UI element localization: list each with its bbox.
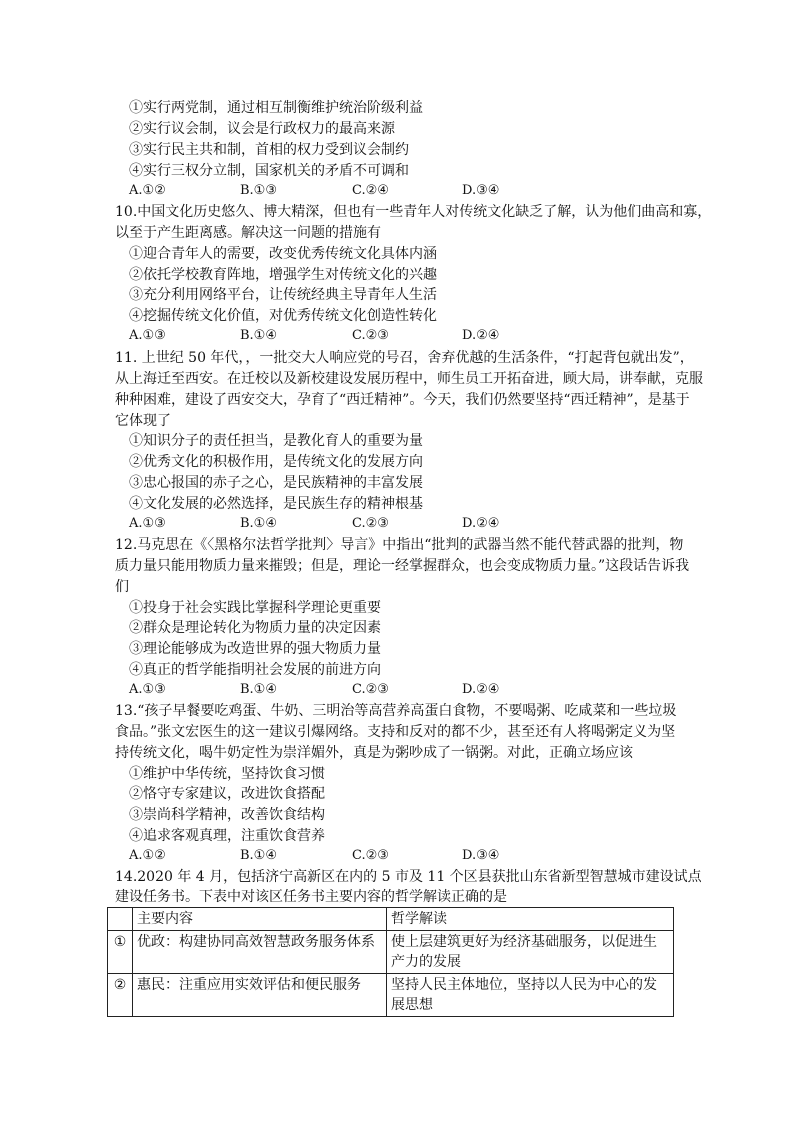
q13-choice-c: C.②③	[352, 848, 389, 863]
q11-choice-d: D.②④	[462, 516, 500, 531]
q11-stem-line-1: 11. 上世纪 50 年代，，一批交大人响应党的号召，舍弃优越的生活条件，“打起背包就出发”，	[115, 350, 694, 366]
q13-choice-a: A.①②	[129, 848, 166, 863]
q11-choice-b: B.①④	[240, 516, 277, 531]
q9-option-3: ③实行民主共和制，首相的权力受到议会制约	[129, 142, 409, 158]
q14-stem-line-2: 建设任务书。下表中对该区任务书主要内容的哲学解读正确的是	[115, 889, 507, 905]
q12-choice-c: C.②③	[352, 682, 389, 697]
q12-option-2: ②群众是理论转化为物质力量的决定因素	[129, 620, 381, 636]
q13-stem-line-1: 13.“孩子早餐要吃鸡蛋、牛奶、三明治等高营养高蛋白食物，不要喝粥、吃咸菜和一些垃圾	[115, 703, 677, 719]
q12-option-3: ③理论能够成为改造世界的强大物质力量	[129, 641, 381, 657]
table-row-no: ①	[108, 931, 133, 974]
table-row-no: ②	[108, 974, 133, 1017]
q9-choice-b: B.①③	[240, 183, 277, 198]
q13-option-1: ①维护中华传统，坚持饮食习惯	[129, 766, 325, 782]
q13-option-3: ③崇尚科学精神，改善饮食结构	[129, 807, 325, 823]
q11-option-4: ④文化发展的必然选择，是民族生存的精神根基	[129, 496, 423, 512]
q10-choice-a: A.①③	[129, 328, 166, 343]
q12-choice-b: B.①④	[240, 682, 277, 697]
table-row-content: 惠民：注重应用实效评估和便民服务	[133, 974, 387, 1017]
q11-choice-c: C.②③	[352, 516, 389, 531]
q12-stem-line-1: 12.马克思在《〈黑格尔法哲学批判〉导言》中指出“批判的武器当然不能代替武器的批判，物	[115, 537, 684, 553]
q10-stem-line-1: 10.中国文化历史悠久、博大精深，但也有一些青年人对传统文化缺乏了解，认为他们曲高和寡，	[115, 204, 712, 220]
q11-option-1: ①知识分子的责任担当，是教化育人的重要为量	[129, 433, 423, 449]
q10-choice-c: C.②③	[352, 328, 389, 343]
q13-choice-b: B.①④	[240, 848, 277, 863]
q11-stem-line-2: 从上海迁至西安。在迁校以及新校建设发展历程中，师生员工开拓奋进，顾大局，讲奉献，克服	[115, 371, 703, 387]
q12-choice-d: D.②④	[462, 682, 500, 697]
table-row-content: 优政：构建协同高效智慧政务服务体系	[133, 931, 387, 974]
q12-option-1: ①投身于社会实践比掌握科学理论更重要	[129, 600, 381, 616]
q10-option-1: ①迎合青年人的需要，改变优秀传统文化具体内涵	[129, 246, 437, 262]
q11-option-2: ②优秀文化的积极作用，是传统文化的发展方向	[129, 454, 423, 470]
q14-table	[107, 907, 674, 1017]
q12-stem-line-2: 质力量只能用物质力量来摧毁；但是，理论一经掌握群众，也会变成物质力量。”这段话告诉我	[115, 558, 690, 574]
q10-choice-d: D.②④	[462, 328, 500, 343]
q9-option-1: ①实行两党制，通过相互制衡维护统治阶级利益	[129, 100, 423, 116]
table-header-no	[108, 908, 133, 931]
table-row	[108, 931, 674, 974]
q9-choice-d: D.③④	[462, 183, 500, 198]
q9-option-2: ②实行议会制，议会是行政权力的最高来源	[129, 121, 395, 137]
q13-stem-line-2: 食品。”张文宏医生的这一建议引爆网络。支持和反对的都不少，甚至还有人将喝粥定义为坚	[115, 724, 676, 740]
q13-option-2: ②恪守专家建议，改进饮食搭配	[129, 786, 325, 802]
q10-choice-b: B.①④	[240, 328, 277, 343]
table-row-reading: 坚持人民主体地位，坚持以人民为中心的发展思想	[387, 974, 674, 1017]
q10-option-3: ③充分利用网络平台，让传统经典主导青年人生活	[129, 287, 437, 303]
table-row	[108, 974, 674, 1017]
table-header-reading: 哲学解读	[387, 908, 674, 931]
q12-option-4: ④真正的哲学能指明社会发展的前进方向	[129, 662, 381, 678]
q13-choice-d: D.③④	[462, 848, 500, 863]
q9-option-4: ④实行三权分立制，国家机关的矛盾不可调和	[129, 163, 409, 179]
table-row-reading: 使上层建筑更好为经济基础服务，以促进生产力的发展	[387, 931, 674, 974]
q11-stem-line-4: 它体现了	[115, 413, 171, 429]
q11-option-3: ③忠心报国的赤子之心，是民族精神的丰富发展	[129, 475, 423, 491]
q10-option-2: ②依托学校教育阵地，增强学生对传统文化的兴趣	[129, 267, 437, 283]
q13-stem-line-3: 持传统文化，喝牛奶定性为崇洋媚外，真是为粥吵成了一锅粥。对此，正确立场应该	[115, 745, 633, 761]
table-header-content: 主要内容	[133, 908, 387, 931]
table-header-row	[108, 908, 674, 931]
q12-choice-a: A.①③	[129, 682, 166, 697]
q12-stem-line-3: 们	[115, 579, 129, 595]
q11-stem-line-3: 种种困难，建设了西安交大，孕育了“西迁精神”。今天，我们仍然要坚持“西迁精神”，是基于	[115, 392, 690, 408]
q10-stem-line-2: 以至于产生距离感。解决这一问题的措施有	[115, 225, 381, 241]
q9-choice-c: C.②④	[352, 183, 389, 198]
q11-choice-a: A.①③	[129, 516, 166, 531]
q13-option-4: ④追求客观真理，注重饮食营养	[129, 828, 325, 844]
q14-stem-line-1: 14.2020 年 4 月，包括济宁高新区在内的 5 市及 11 个区县获批山东省新型智慧城市建设试点	[115, 869, 702, 885]
q9-choice-a: A.①②	[129, 183, 166, 198]
q10-option-4: ④挖掘传统文化价值，对优秀传统文化创造性转化	[129, 308, 437, 324]
